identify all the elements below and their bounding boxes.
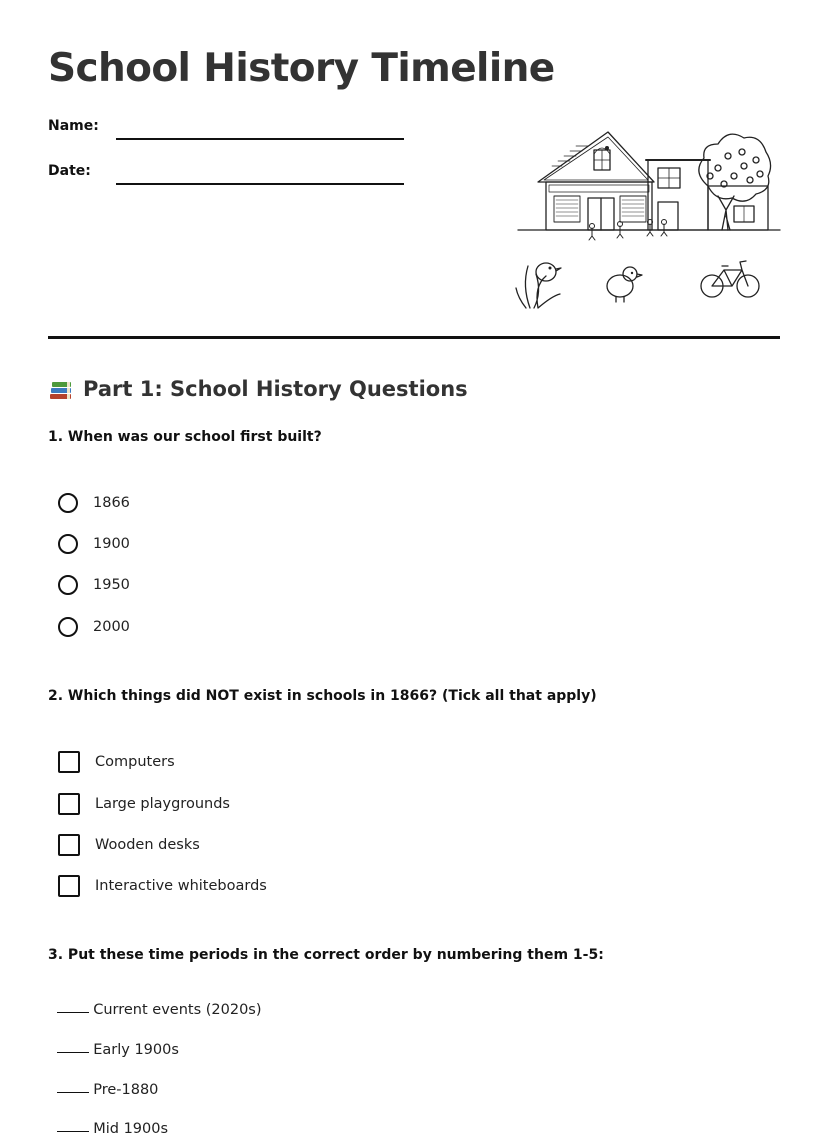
option-label: 1900 [93,536,130,552]
number-blank[interactable] [57,1012,89,1013]
date-label: Date: [48,163,91,179]
order-item-label: Pre-1880 [93,1082,159,1098]
q1-option-1900[interactable] [58,534,130,554]
chick [607,267,642,302]
name-field[interactable] [116,138,404,140]
option-label: 1950 [93,577,130,593]
order-item [48,1026,179,1058]
question-2: 2. Which things did NOT exist in schools in 1866? (Tick all that apply) [48,688,597,704]
header-divider [48,336,780,339]
q1-option-2000[interactable] [58,617,130,637]
tree [699,134,771,230]
order-item-label: Mid 1900s [93,1121,169,1137]
q2-option-large-playgrounds[interactable] [58,793,230,815]
option-label: Interactive whiteboards [95,878,267,894]
section-title-part-1 [48,376,468,402]
order-item [48,1066,158,1098]
radio-button[interactable] [58,534,78,554]
order-item [48,1105,168,1137]
section-title-text: Part 1: School History Questions [83,377,468,401]
q2-option-computers[interactable] [58,751,175,773]
option-label: Wooden desks [95,837,200,853]
checkbox[interactable] [58,875,80,897]
question-1: 1. When was our school first built? [48,429,322,445]
books-icon [48,376,74,402]
option-label: 2000 [93,619,130,635]
q2-option-wooden-desks[interactable] [58,834,200,856]
checkbox[interactable] [58,834,80,856]
q2-option-interactive-whiteboards[interactable] [58,875,267,897]
checkbox[interactable] [58,793,80,815]
page-title: School History Timeline [48,46,555,91]
option-label: 1866 [93,495,130,511]
number-blank[interactable] [57,1052,89,1053]
option-label: Computers [95,754,175,770]
checkbox[interactable] [58,751,80,773]
school-illustration [512,126,784,314]
order-item-label: Early 1900s [93,1042,179,1058]
option-label: Large playgrounds [95,796,230,812]
number-blank[interactable] [57,1092,89,1093]
name-label: Name: [48,118,99,134]
old-school-building [538,132,654,230]
radio-button[interactable] [58,493,78,513]
radio-button[interactable] [58,617,78,637]
number-blank[interactable] [57,1131,89,1132]
order-item [48,986,262,1018]
order-item-label: Current events (2020s) [93,1002,262,1018]
q1-option-1866[interactable] [58,493,130,513]
date-field[interactable] [116,183,404,185]
q1-option-1950[interactable] [58,575,130,595]
bicycle [701,261,759,297]
radio-button[interactable] [58,575,78,595]
bird-on-plant [516,263,561,308]
question-3: 3. Put these time periods in the correct order by numbering them 1-5: [48,947,604,963]
